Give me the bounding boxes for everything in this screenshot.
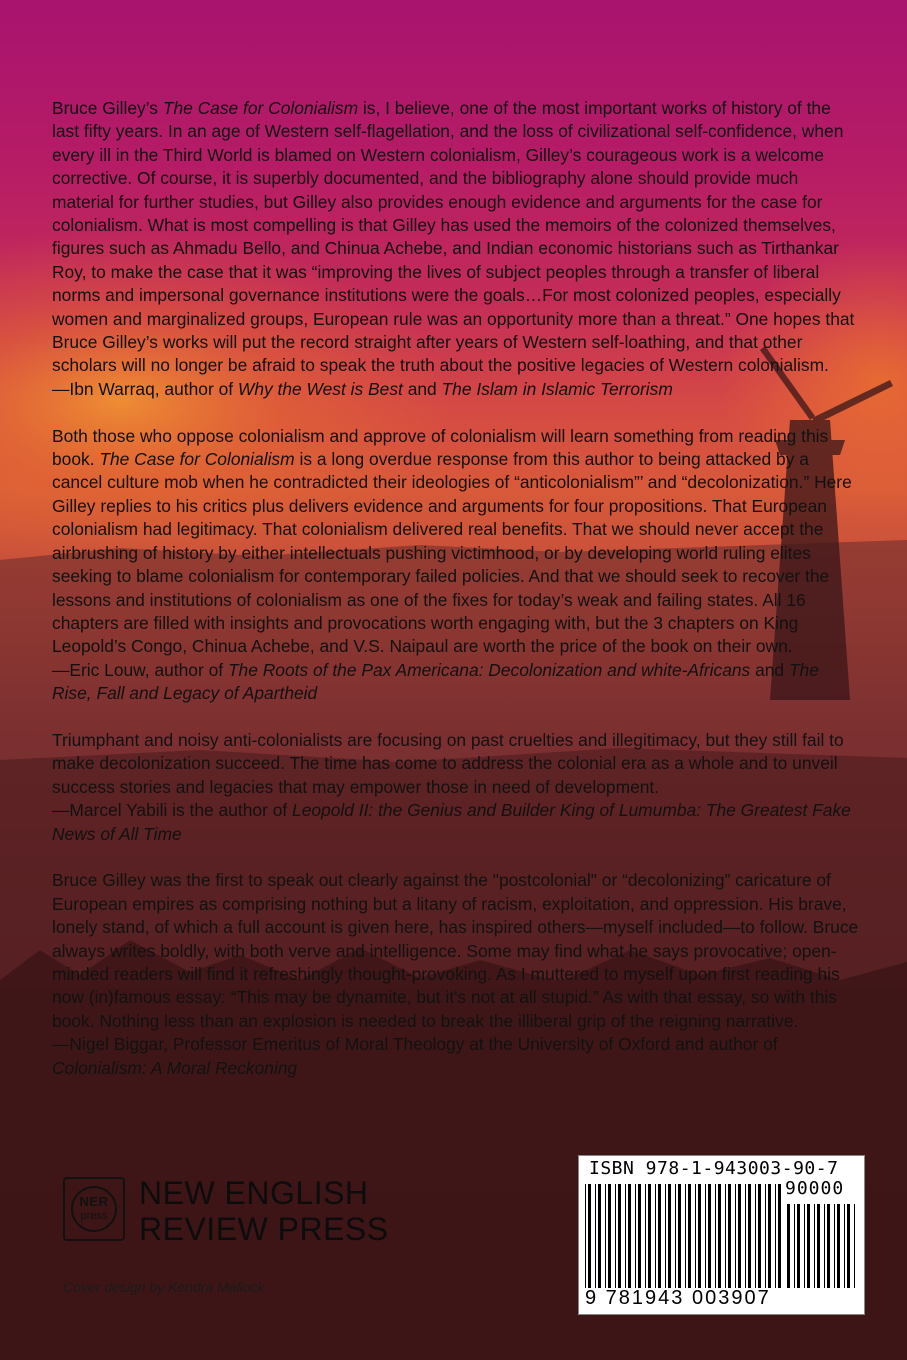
barcode-bar: [605, 1184, 606, 1288]
barcode-bar: [854, 1204, 855, 1288]
barcode-bar: [824, 1204, 825, 1288]
blurb-text-span: is a long overdue response from this author to being attacked by a cancel culture mob when he contradicted their ideologies of “anticolonialism”’ and “decolonization.” Here Gilley replies to his critics plus delivers evidence and arguments for four propositions. That European colonialism had legitimacy. That colonialism delivered real benefits. That we should never accept the airbrushing of history by either intellectuals pushing victimhood, or by developing world ruling elites seeking to blame colonialism for contemporary failed policies. And that we should seek to recover the lessons and institutions of colonialism as one of the fixes for today’s weak and failing states. All 16 chapters are filled with insights and provocations worth engaging with, but the 3 chapters on King Leopold’s Congo, Chinua Achebe, and V.S. Naipaul are worth the price of the book on their own.: [52, 449, 852, 657]
blurb-2: [52, 425, 862, 706]
barcode-bar: [758, 1184, 761, 1288]
attribution-text: —Ibn Warraq, author of: [52, 378, 238, 399]
badge-line-2: press: [80, 1210, 108, 1222]
blurb-text-span: Bruce Gilley’s: [52, 98, 163, 118]
barcode-bar: [628, 1184, 631, 1288]
attribution-text: —Nigel Biggar, Professor Emeritus of Moral Theology at the University of Oxford and author of: [52, 1034, 778, 1055]
blurb-text-span: Triumphant and noisy anti-colonialists are focusing on past cruelties and illegitimacy, but they still fail to make decolonization succeed. The time has come to address the colonial era as a whole and to unveil success stories and legacies that may empower those in need of development.: [52, 729, 844, 797]
attribution-text: and: [402, 378, 442, 399]
blurbs-container: [52, 97, 862, 1080]
barcode-bar: [804, 1204, 805, 1288]
barcode-bar: [827, 1204, 830, 1288]
badge-line-1: NER: [79, 1194, 109, 1209]
book-title: The Rise, Fall and Legacy of Apartheid: [52, 659, 819, 704]
barcode-bar: [844, 1204, 845, 1288]
book-title: Leopold II: the Genius and Builder King of Lumumba: The Greatest Fake News of All Time: [52, 800, 851, 844]
barcode-bar: [765, 1184, 766, 1288]
barcode-bar: [655, 1184, 656, 1288]
barcode-bar: [718, 1184, 721, 1288]
barcode-bar: [735, 1184, 736, 1288]
blurb-text-span: Both those who oppose colonialism and approve of colonialism will learn something from reading this book.: [52, 425, 829, 470]
barcode-bar: [778, 1184, 781, 1288]
barcode-bar: [648, 1184, 651, 1288]
barcode-bar: [794, 1204, 795, 1288]
book-title: The Roots of the Pax Americana: Decolonization and white-Africans: [227, 659, 751, 680]
barcode-bar: [698, 1184, 701, 1288]
barcode-bar: [768, 1184, 771, 1288]
blurb-text-span: is, I believe, one of the most important works of history of the last fifty years. In an age of Western self-flagellation, and the loss of civilizational self-confidence, when every ill in the Third World is blamed on Western colonialism, Gilley’s courageous work is a welcome corrective. Of course, it is superbly documented, and the bibliography alone should provide much material for further studies, but Gilley also provides enough evidence and arguments for the case for colonialism. What is most compelling is that Gilley has used the memoirs of the colonized themselves, figures such as Ahmadu Bello, and Chinua Achebe, and Indian economic historians such as Tirthankar Roy, to make the case that it was “improving the lives of subject peoples through a transfer of liberal norms and impersonal governance institutions were the goals…For most colonized peoples, especially women and marginalized groups, European rule was an opportunity more than a threat.” One hopes that Bruce Gilley’s works will put the record straight after years of Western self-loathing, and that other scholars will no longer be afraid to speak the truth about the positive legacies of Western colonialism.: [52, 98, 855, 376]
book-title: Colonialism: A Moral Reckoning: [52, 1057, 298, 1078]
barcode-bar: [797, 1204, 800, 1288]
barcode-bar: [775, 1184, 776, 1288]
book-title: Why the West is Best: [237, 378, 403, 399]
blurb-attribution: [52, 1033, 862, 1080]
barcode-bar: [635, 1184, 636, 1288]
barcode-bar: [615, 1184, 616, 1288]
blurb-text: [52, 869, 862, 1033]
barcode-bar: [847, 1204, 850, 1288]
barcode-bar: [658, 1184, 661, 1288]
book-title: The Islam in Islamic Terrorism: [441, 378, 673, 399]
blurb-attribution: [52, 799, 862, 846]
barcode-bar: [807, 1204, 810, 1288]
attribution-text: —Eric Louw, author of: [52, 659, 228, 680]
barcode-bar: [665, 1184, 666, 1288]
barcode-bar: [715, 1184, 716, 1288]
publisher-badge-icon: [63, 1177, 125, 1241]
barcode-bar: [755, 1184, 756, 1288]
blurb-3: [52, 729, 862, 846]
barcode-bar: [588, 1184, 591, 1288]
barcode-digits: 9 781943 003907: [585, 1287, 771, 1309]
blurb-text: [52, 97, 862, 378]
barcode-bar: [625, 1184, 626, 1288]
barcode-bar: [695, 1184, 696, 1288]
cover-credit: Cover design by Kendra Mallock: [63, 1279, 265, 1295]
barcode-bar: [837, 1204, 840, 1288]
publisher-logo: [63, 1175, 403, 1265]
isbn-barcode: [578, 1155, 865, 1315]
barcode-bar: [738, 1184, 741, 1288]
isbn-text: ISBN 978-1-943003-90-7: [589, 1158, 839, 1179]
barcode-bar: [708, 1184, 711, 1288]
barcode-bar: [645, 1184, 646, 1288]
publisher-name: [139, 1175, 389, 1247]
barcode-bar: [745, 1184, 746, 1288]
barcode-icon: [583, 1182, 858, 1288]
barcode-bar: [685, 1184, 686, 1288]
barcode-bar: [668, 1184, 671, 1288]
barcode-bar: [638, 1184, 641, 1288]
publisher-name-line-1: NEW ENGLISH: [139, 1175, 369, 1211]
blurb-attribution: [52, 659, 862, 706]
attribution-text: and: [750, 659, 789, 680]
blurb-4: [52, 869, 862, 1080]
barcode-bar: [598, 1184, 601, 1288]
barcode-bar: [728, 1184, 731, 1288]
barcode-bar: [618, 1184, 621, 1288]
barcode-bar: [705, 1184, 706, 1288]
price-code: 90000: [785, 1178, 845, 1199]
barcode-bar: [608, 1184, 611, 1288]
barcode-bar: [787, 1204, 790, 1288]
publisher-name-line-2: REVIEW PRESS: [139, 1211, 389, 1247]
barcode-bar: [585, 1184, 586, 1288]
blurb-1: [52, 97, 862, 401]
blurb-attribution: [52, 378, 862, 401]
barcode-bar: [678, 1184, 681, 1288]
barcode-bar: [814, 1204, 815, 1288]
barcode-bar: [834, 1204, 835, 1288]
publisher-badge-circle: [71, 1186, 117, 1232]
book-title: The Case for Colonialism: [162, 98, 359, 118]
barcode-bar: [725, 1184, 726, 1288]
barcode-bar: [595, 1184, 596, 1288]
barcode-bar: [748, 1184, 751, 1288]
blurb-text: [52, 425, 862, 659]
blurb-text-span: Bruce Gilley was the first to speak out clearly against the "postcolonial" or “decolonizing” caricature of European empires as comprising nothing but a litany of racism, exploitation, and oppression. His brave, lonely stand, of which a full account is given here, has inspired others—myself included—to follow. Bruce always writes boldly, with both verve and intelligence. Some may find what he says provocative; open-minded readers will find it refreshingly thought-provoking. As I muttered to myself upon first reading his now (in)famous essay: “This may be dynamite, but it's not at all stupid.” As with that essay, so with this book. Nothing less than an explosion is needed to break the illiberal grip of the reigning narrative.: [52, 870, 859, 1031]
attribution-text: —Marcel Yabili is the author of: [52, 800, 293, 821]
barcode-bar: [675, 1184, 676, 1288]
barcode-bar: [688, 1184, 691, 1288]
blurb-text: [52, 729, 862, 799]
book-title: The Case for Colonialism: [99, 449, 295, 470]
barcode-bar: [817, 1204, 820, 1288]
